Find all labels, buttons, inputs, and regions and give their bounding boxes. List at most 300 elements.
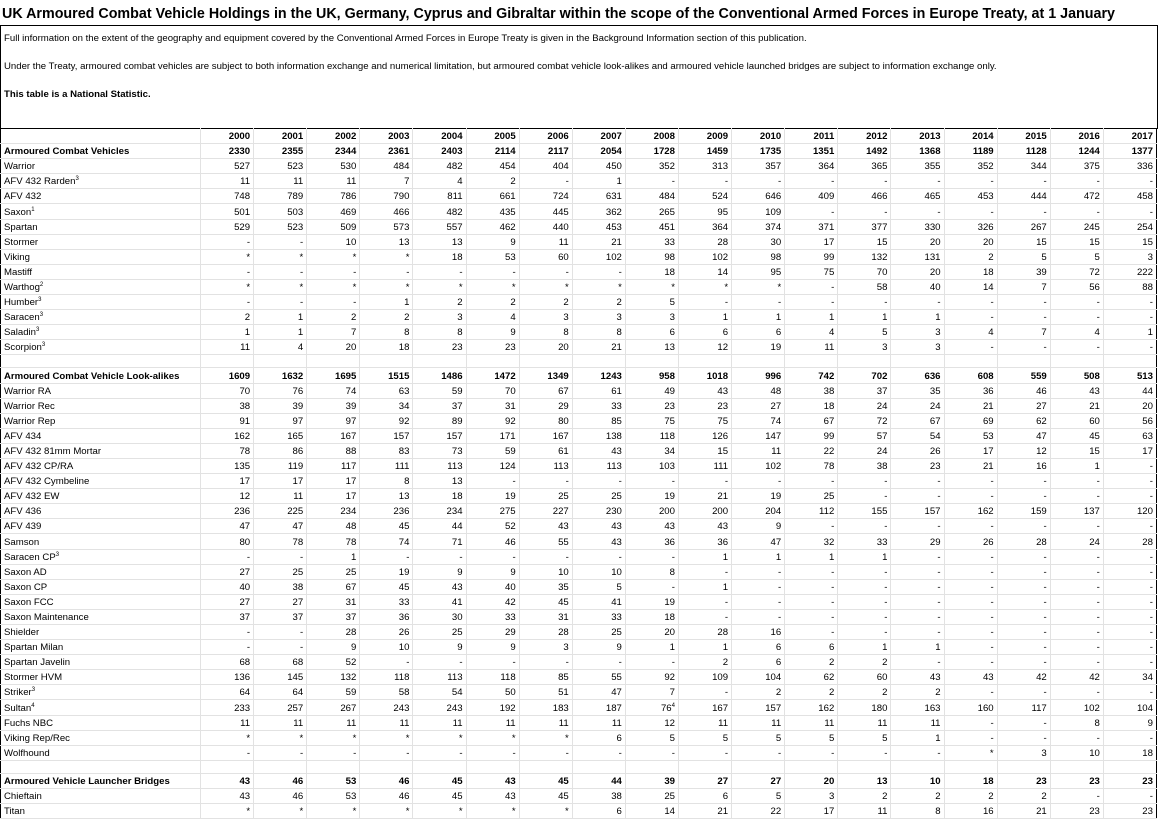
row-label xyxy=(1,655,201,670)
value-cell xyxy=(785,325,838,340)
value-cell xyxy=(997,564,1050,579)
value-cell xyxy=(1103,549,1156,564)
value-cell xyxy=(201,383,254,398)
value-cell xyxy=(838,398,891,413)
value-text: * xyxy=(352,732,357,744)
value-text: - xyxy=(1096,206,1100,218)
value-text: 31 xyxy=(345,596,357,608)
value-text: - xyxy=(1043,657,1047,669)
value-text: 45 xyxy=(398,521,410,533)
value-cell xyxy=(625,804,678,819)
value-text: 27 xyxy=(770,400,782,412)
value-cell xyxy=(1103,745,1156,760)
row-label xyxy=(1,594,201,609)
value-cell xyxy=(201,489,254,504)
value-text: 2 xyxy=(350,312,357,324)
footnote-marker: 3 xyxy=(36,327,40,334)
value-text: 482 xyxy=(446,206,463,218)
value-cell xyxy=(1103,730,1156,745)
value-text: * xyxy=(565,806,569,818)
value-text: - xyxy=(724,566,729,578)
value-text: 1018 xyxy=(706,370,729,382)
value-cell xyxy=(307,458,360,473)
row-label xyxy=(1,295,201,310)
value-text: 39 xyxy=(664,775,675,787)
value-cell xyxy=(891,579,944,594)
value-cell xyxy=(360,383,413,398)
value-cell xyxy=(413,579,466,594)
value-text: 21 xyxy=(611,236,622,248)
value-cell xyxy=(466,534,519,549)
value-cell xyxy=(519,368,572,383)
value-cell xyxy=(466,249,519,264)
value-text: 180 xyxy=(871,702,888,714)
value-text: 28 xyxy=(717,236,729,248)
value-text: 36 xyxy=(717,536,729,548)
empty-cell xyxy=(572,760,625,773)
value-cell xyxy=(1103,655,1156,670)
value-cell xyxy=(732,413,785,428)
value-cell xyxy=(466,685,519,700)
value-text: 2 xyxy=(988,251,994,263)
value-text: - xyxy=(884,491,888,503)
value-cell xyxy=(307,715,360,730)
value-text: 530 xyxy=(340,161,357,173)
value-cell xyxy=(572,443,625,458)
value-text: 996 xyxy=(765,370,782,382)
value-cell xyxy=(997,144,1050,159)
value-text: 165 xyxy=(287,430,304,442)
value-cell xyxy=(1103,249,1156,264)
value-cell xyxy=(572,730,625,745)
value-cell xyxy=(201,413,254,428)
value-text: - xyxy=(300,747,304,759)
value-text: 22 xyxy=(823,445,835,457)
value-cell xyxy=(1103,219,1156,234)
value-text: 45 xyxy=(558,791,569,803)
value-cell xyxy=(785,594,838,609)
value-text: - xyxy=(671,747,675,759)
value-cell xyxy=(254,219,307,234)
year-header: 2005 xyxy=(466,129,519,144)
value-text: 9 xyxy=(510,566,516,578)
table-row xyxy=(1,549,1157,564)
value-cell xyxy=(413,519,466,534)
value-text: - xyxy=(1043,206,1047,218)
value-cell xyxy=(307,773,360,788)
value-cell xyxy=(360,579,413,594)
value-text: - xyxy=(1096,627,1100,639)
value-text: 3 xyxy=(457,312,463,324)
value-text: 67 xyxy=(929,415,941,427)
value-text: - xyxy=(1043,732,1047,744)
value-text: 13 xyxy=(451,236,463,248)
value-cell xyxy=(413,174,466,189)
value-text: 46 xyxy=(292,775,304,787)
value-cell xyxy=(519,264,572,279)
value-text: 117 xyxy=(1031,702,1047,714)
value-text: - xyxy=(990,521,994,533)
value-cell xyxy=(785,458,838,473)
value-text: 19 xyxy=(504,491,516,503)
value-text: 20 xyxy=(929,266,941,278)
value-text: 3 xyxy=(1147,251,1153,263)
value-text: 2054 xyxy=(600,146,622,158)
value-cell xyxy=(625,325,678,340)
value-text: - xyxy=(990,596,994,608)
value-cell xyxy=(944,189,997,204)
value-cell xyxy=(519,655,572,670)
value-text: - xyxy=(512,551,516,563)
table-row xyxy=(1,413,1157,428)
value-cell xyxy=(519,310,572,325)
value-cell xyxy=(466,428,519,443)
value-cell xyxy=(838,174,891,189)
value-text: 155 xyxy=(871,506,888,518)
value-text: 112 xyxy=(819,506,835,518)
value-text: 33 xyxy=(398,596,410,608)
value-cell xyxy=(997,368,1050,383)
value-cell xyxy=(678,474,731,489)
row-label xyxy=(1,413,201,428)
value-text: 23 xyxy=(1142,806,1153,818)
value-text: * xyxy=(777,282,782,294)
value-text: 1735 xyxy=(759,146,782,158)
value-cell xyxy=(891,625,944,640)
value-cell xyxy=(678,204,731,219)
value-cell xyxy=(413,249,466,264)
value-text: 45 xyxy=(451,775,463,787)
value-text: - xyxy=(937,551,941,563)
value-cell xyxy=(572,625,625,640)
value-text: 3 xyxy=(935,327,941,339)
value-cell xyxy=(1050,279,1103,294)
value-text: 435 xyxy=(499,206,516,218)
value-cell xyxy=(307,579,360,594)
value-cell xyxy=(678,249,731,264)
value-cell xyxy=(307,474,360,489)
value-cell xyxy=(254,670,307,685)
value-cell xyxy=(944,413,997,428)
value-cell xyxy=(307,685,360,700)
value-text: 11 xyxy=(293,176,304,188)
value-cell xyxy=(1050,549,1103,564)
row-label-text: Warrior RA xyxy=(4,385,52,397)
value-text: 11 xyxy=(346,717,357,729)
value-cell xyxy=(1050,625,1103,640)
year-header: 2016 xyxy=(1050,129,1103,144)
value-cell xyxy=(1103,234,1156,249)
value-cell xyxy=(572,234,625,249)
value-cell xyxy=(944,325,997,340)
table-row xyxy=(1,655,1157,670)
empty-cell xyxy=(678,355,731,368)
value-cell xyxy=(254,715,307,730)
value-text: - xyxy=(1149,791,1153,803)
value-cell xyxy=(891,325,944,340)
value-text: 23 xyxy=(717,400,729,412)
value-text: - xyxy=(778,176,782,188)
value-cell xyxy=(997,609,1050,624)
value-text: 377 xyxy=(871,221,888,233)
value-cell xyxy=(891,174,944,189)
value-text: - xyxy=(990,491,994,503)
value-text: 15 xyxy=(1036,236,1047,248)
value-cell xyxy=(413,144,466,159)
value-cell xyxy=(201,325,254,340)
footnote-marker: 3 xyxy=(39,312,44,319)
value-text: 11 xyxy=(558,236,569,248)
value-cell xyxy=(572,700,625,715)
value-text: 43 xyxy=(239,775,251,787)
value-cell xyxy=(201,609,254,624)
value-cell xyxy=(201,204,254,219)
value-cell xyxy=(944,428,997,443)
value-text: 25 xyxy=(451,627,463,639)
value-cell xyxy=(678,219,731,234)
value-cell xyxy=(785,579,838,594)
value-text: 40 xyxy=(239,581,251,593)
value-text: 3 xyxy=(563,642,569,654)
value-cell xyxy=(519,685,572,700)
value-cell xyxy=(944,489,997,504)
value-text: 1 xyxy=(404,297,410,309)
year-header: 2007 xyxy=(572,129,625,144)
row-label xyxy=(1,325,201,340)
value-text: 444 xyxy=(1030,191,1047,203)
value-cell xyxy=(360,398,413,413)
value-text: 451 xyxy=(658,221,675,233)
value-cell xyxy=(891,249,944,264)
value-cell xyxy=(466,279,519,294)
value-text: 18 xyxy=(451,251,463,263)
value-text: 222 xyxy=(1136,266,1153,278)
value-cell xyxy=(201,788,254,803)
value-cell xyxy=(785,534,838,549)
empty-cell xyxy=(732,760,785,773)
value-cell xyxy=(625,489,678,504)
year-header: 2014 xyxy=(944,129,997,144)
value-text: 636 xyxy=(924,370,941,382)
value-text: 326 xyxy=(977,221,994,233)
value-cell xyxy=(625,474,678,489)
value-cell xyxy=(1050,159,1103,174)
value-text: 67 xyxy=(823,415,835,427)
row-label-text: Warthog xyxy=(4,282,40,294)
value-cell xyxy=(944,174,997,189)
value-cell xyxy=(201,159,254,174)
value-text: - xyxy=(937,747,941,759)
value-cell xyxy=(891,144,944,159)
value-text: 13 xyxy=(876,775,888,787)
value-cell xyxy=(254,685,307,700)
row-label-text: Spartan xyxy=(4,221,38,233)
value-cell xyxy=(572,474,625,489)
value-text: 450 xyxy=(605,161,622,173)
value-text: - xyxy=(831,596,835,608)
empty-cell xyxy=(307,355,360,368)
value-text: 1368 xyxy=(919,146,941,158)
value-text: 661 xyxy=(499,191,516,203)
value-text: * xyxy=(618,282,622,294)
value-text: 59 xyxy=(345,687,357,699)
value-text: 43 xyxy=(451,581,463,593)
value-cell xyxy=(1103,174,1156,189)
value-cell xyxy=(254,549,307,564)
table-row xyxy=(1,189,1157,204)
value-cell xyxy=(466,383,519,398)
value-text: 157 xyxy=(393,430,410,442)
value-cell xyxy=(307,295,360,310)
value-text: - xyxy=(1149,687,1153,699)
value-text: 43 xyxy=(611,445,622,457)
value-cell xyxy=(944,579,997,594)
value-text: 171 xyxy=(499,430,516,442)
value-cell xyxy=(838,625,891,640)
row-label xyxy=(1,504,201,519)
value-text: - xyxy=(937,657,941,669)
value-text: 1609 xyxy=(228,370,251,382)
table-row xyxy=(1,474,1157,489)
value-text: 75 xyxy=(823,266,835,278)
row-label-text: Saxon AD xyxy=(4,566,47,578)
value-text: 2403 xyxy=(441,146,463,158)
value-cell xyxy=(572,788,625,803)
value-cell xyxy=(997,398,1050,413)
value-cell xyxy=(838,413,891,428)
value-cell xyxy=(625,443,678,458)
value-text: - xyxy=(565,176,569,188)
value-text: - xyxy=(1149,176,1153,188)
value-cell xyxy=(732,295,785,310)
value-text: 1 xyxy=(669,642,675,654)
value-text: 85 xyxy=(558,672,569,684)
value-cell xyxy=(413,340,466,355)
value-text: 8 xyxy=(935,806,941,818)
value-text: 102 xyxy=(765,461,782,473)
value-text: 88 xyxy=(1142,282,1153,294)
value-text: 3 xyxy=(882,342,888,354)
row-label xyxy=(1,534,201,549)
value-text: 33 xyxy=(611,400,622,412)
value-text: 4 xyxy=(988,327,994,339)
value-cell xyxy=(572,428,625,443)
value-text: 25 xyxy=(558,491,569,503)
value-cell xyxy=(466,504,519,519)
value-cell xyxy=(1050,204,1103,219)
value-cell xyxy=(944,700,997,715)
value-text: 17 xyxy=(823,236,835,248)
value-cell xyxy=(519,788,572,803)
value-cell xyxy=(785,144,838,159)
row-label-text: Saxon xyxy=(4,206,32,218)
value-text: 72 xyxy=(1089,266,1100,278)
value-text: 1 xyxy=(244,327,251,339)
table-row xyxy=(1,534,1157,549)
value-text: - xyxy=(1043,717,1047,729)
value-text: - xyxy=(778,596,782,608)
value-text: 42 xyxy=(504,596,516,608)
table-row xyxy=(1,519,1157,534)
value-cell xyxy=(625,655,678,670)
value-cell xyxy=(466,144,519,159)
value-text: 5 xyxy=(669,297,675,309)
value-cell xyxy=(201,670,254,685)
value-text: 53 xyxy=(345,775,357,787)
value-cell xyxy=(785,625,838,640)
table-row xyxy=(1,730,1157,745)
value-text: - xyxy=(1096,657,1100,669)
value-cell xyxy=(519,413,572,428)
value-cell xyxy=(360,504,413,519)
value-text: 62 xyxy=(1036,415,1047,427)
year-header: 2000 xyxy=(201,129,254,144)
value-cell xyxy=(997,325,1050,340)
value-cell xyxy=(625,715,678,730)
value-text: * xyxy=(352,251,357,263)
value-text: 157 xyxy=(924,506,941,518)
value-text: 28 xyxy=(345,627,357,639)
value-text: - xyxy=(671,581,675,593)
value-text: 11 xyxy=(877,717,888,729)
value-text: 11 xyxy=(240,176,251,188)
value-cell xyxy=(466,730,519,745)
value-cell xyxy=(254,655,307,670)
value-text: 742 xyxy=(818,370,835,382)
value-text: 28 xyxy=(1036,536,1047,548)
value-cell xyxy=(625,368,678,383)
table-row xyxy=(1,398,1157,413)
value-text: 9 xyxy=(350,642,357,654)
row-label xyxy=(1,474,201,489)
value-text: - xyxy=(1149,627,1153,639)
value-text: - xyxy=(937,491,941,503)
value-text: - xyxy=(778,747,782,759)
value-text: 44 xyxy=(1142,385,1153,397)
row-label-text: Spartan Javelin xyxy=(4,657,71,669)
value-text: 1 xyxy=(722,312,729,324)
value-cell xyxy=(360,640,413,655)
value-text: 50 xyxy=(504,687,516,699)
value-cell xyxy=(254,804,307,819)
value-cell xyxy=(838,730,891,745)
value-text: 4 xyxy=(1094,327,1100,339)
value-cell xyxy=(732,700,785,715)
value-cell xyxy=(572,609,625,624)
value-cell xyxy=(838,325,891,340)
value-cell xyxy=(678,804,731,819)
value-cell xyxy=(519,804,572,819)
section-total-row xyxy=(1,773,1157,788)
value-text: 28 xyxy=(558,627,569,639)
header-row xyxy=(1,129,1157,144)
value-text: 124 xyxy=(499,461,516,473)
row-label-text: Humber xyxy=(4,297,39,309)
value-text: * xyxy=(511,732,516,744)
value-cell xyxy=(891,730,944,745)
row-label-text: AFV 432 81mm Mortar xyxy=(4,445,102,457)
value-text: 14 xyxy=(982,282,994,294)
value-cell xyxy=(307,730,360,745)
value-text: 9 xyxy=(1147,717,1153,729)
value-text: 1349 xyxy=(547,370,569,382)
value-cell xyxy=(891,549,944,564)
value-cell xyxy=(625,700,678,715)
value-cell xyxy=(254,730,307,745)
value-cell xyxy=(466,625,519,640)
empty-cell xyxy=(360,355,413,368)
value-cell xyxy=(307,564,360,579)
